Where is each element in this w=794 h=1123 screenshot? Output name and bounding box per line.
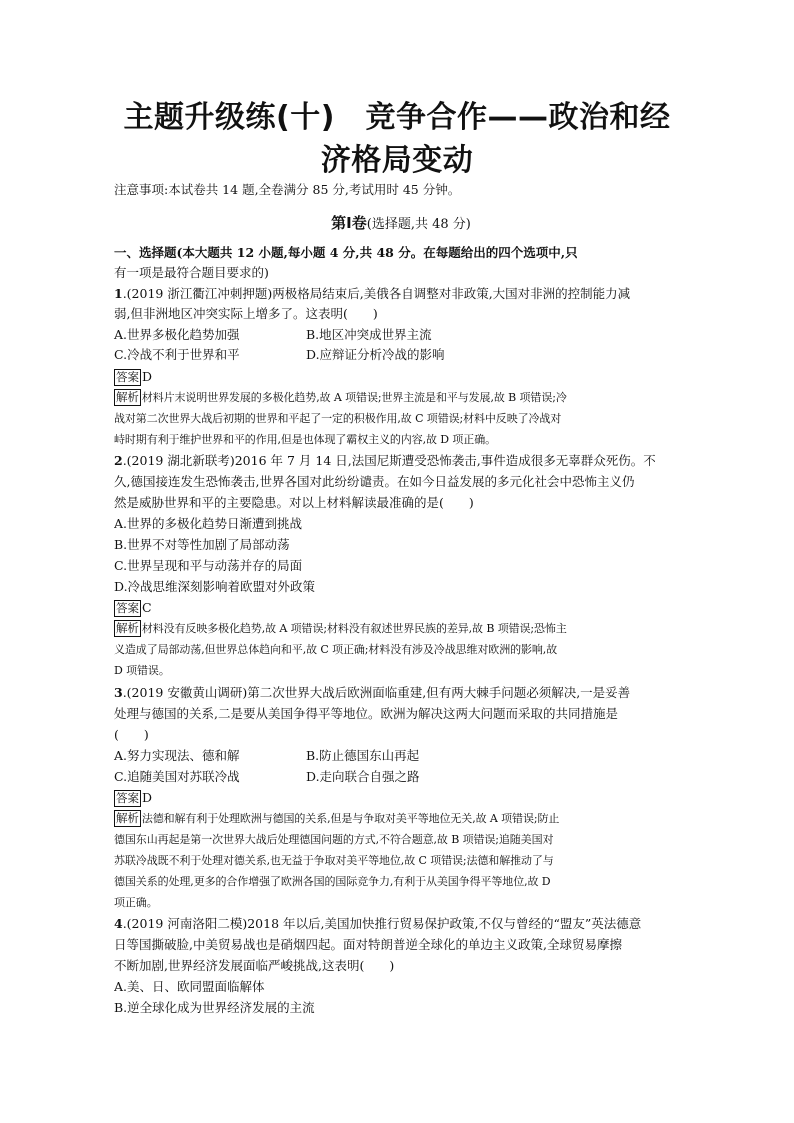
q2-answer	[114, 598, 688, 618]
q1-answer	[114, 367, 688, 387]
q4-stem-line-2: 日等国撕破脸,中美贸易战也是硝烟四起。面对特朗普逆全球化的单边主义政策,全球贸易摩擦	[114, 937, 622, 952]
q4-stem-line-1: 4.(2019 河南洛阳二模)2018 年以后,美国加快推行贸易保护政策,不仅与曾经的“盟友”英法德意	[114, 916, 642, 931]
q1-answer-value: D	[142, 369, 153, 384]
q1-analysis-line-3: 峙时期有利于维护世界和平的作用,但是也体现了霸权主义的内容,故 D 项正确。	[114, 433, 497, 446]
q3-option-a: A.努力实现法、德和解	[114, 748, 240, 763]
page-title	[100, 96, 694, 182]
analysis-label: 解析	[116, 621, 139, 635]
answer-label: 答案	[116, 791, 139, 805]
q1-option-b: B.地区冲突成世界主流	[306, 327, 432, 342]
q3-analysis-line-3: 苏联冷战既不利于处理对德关系,也无益于争取对美平等地位,故 C 项错误;法德和解推动了与	[114, 854, 554, 867]
section-heading	[114, 212, 688, 236]
q2-analysis-line-2: 义造成了局部动荡,但世界总体趋向和平,故 C 项正确;材料没有涉及冷战思维对欧洲的影响,故	[114, 643, 558, 656]
q2-analysis-line-3: D 项错误。	[114, 664, 170, 677]
section-number: 第Ⅰ卷	[331, 214, 367, 232]
q3-stem-line-2: 处理与德国的关系,二是要从美国争得平等地位。欧洲为解决这两大问题而采取的共同措施是	[114, 706, 618, 721]
q1-stem-line-1: 1.(2019 浙江衢江冲刺押题)两极格局结束后,美俄各自调整对非政策,大国对非洲的控制能力减	[114, 286, 631, 301]
q3-analysis-line-2: 德国东山再起是第一次世界大战后处理德国问题的方式,不符合题意,故 B 项错误;追随美国对	[114, 833, 554, 846]
q3-answer	[114, 788, 688, 808]
q3-option-d: D.走向联合自强之路	[306, 769, 420, 784]
notice: 注意事项:本试卷共 14 题,全卷满分 85 分,考试用时 45 分钟。	[114, 182, 461, 197]
q1-option-a: A.世界多极化趋势加强	[114, 327, 240, 342]
q2-stem-line-1: 2.(2019 湖北新联考)2016 年 7 月 14 日,法国尼斯遭受恐怖袭击,事件造成很多无辜群众死伤。不	[114, 453, 656, 468]
q4-option-b: B.逆全球化成为世界经济发展的主流	[114, 1000, 315, 1015]
q3-stem-line-3: ( )	[114, 727, 149, 742]
q1-stem-line-2: 弱,但非洲地区冲突实际上增多了。这表明( )	[114, 306, 378, 321]
q2-option-d: D.冷战思维深刻影响着欧盟对外政策	[114, 579, 316, 594]
q3-analysis-line-1: 解析 法德和解有利于处理欧洲与德国的关系,但是与争取对美平等地位无关,故 A 项错误;防止	[116, 811, 560, 825]
q3-analysis-line-4: 德国关系的处理,更多的合作增强了欧洲各国的国际竞争力,有利于从美国争得平等地位,故 D	[114, 875, 551, 888]
q1-option-d: D.应辩证分析冷战的影响	[306, 347, 445, 362]
q3-analysis-line-5: 项正确。	[114, 896, 158, 909]
q2-option-b: B.世界不对等性加剧了局部动荡	[114, 537, 290, 552]
instructions-line-2: 有一项是最符合题目要求的)	[114, 265, 269, 280]
analysis-label: 解析	[116, 811, 139, 825]
q2-option-a: A.世界的多极化趋势日渐遭到挑战	[114, 516, 303, 531]
instructions-line-1: 一、选择题(本大题共 12 小题,每小题 4 分,共 48 分。在每题给出的四个选项中,只	[114, 245, 578, 260]
title-line-2: 济格局变动	[320, 143, 474, 178]
analysis-label: 解析	[116, 390, 139, 404]
q2-stem-line-2: 久,德国接连发生恐怖袭击,世界各国对此纷纷谴责。在如今日益发展的多元化社会中恐怖主义仍	[114, 474, 635, 489]
q2-analysis-line-1: 解析 材料没有反映多极化趋势,故 A 项错误;材料没有叙述世界民族的差异,故 B 项错误;恐怖主	[116, 621, 567, 635]
q4-stem-line-3: 不断加剧,世界经济发展面临严峻挑战,这表明( )	[114, 958, 395, 973]
q2-option-c: C.世界呈现和平与动荡并存的局面	[114, 558, 303, 573]
q3-option-c: C.追随美国对苏联冷战	[114, 769, 240, 784]
q3-stem-line-1: 3.(2019 安徽黄山调研)第二次世界大战后欧洲面临重建,但有两大棘手问题必须解决,一是妥善	[114, 685, 631, 700]
answer-label: 答案	[116, 601, 139, 615]
q3-answer-value: D	[142, 790, 153, 805]
q2-stem-line-3: 然是威胁世界和平的主要隐患。对以上材料解读最准确的是( )	[114, 495, 474, 510]
q3-option-b: B.防止德国东山再起	[306, 748, 420, 763]
title-line-1: 主题升级练(十) 竞争合作——政治和经	[123, 100, 671, 135]
q2-answer-value: C	[142, 600, 152, 615]
section-subtitle: (选择题,共 48 分)	[366, 217, 471, 232]
q1-analysis-line-2: 战对第二次世界大战后初期的世界和平起了一定的积极作用,故 C 项错误;材料中反映了冷战对	[114, 412, 562, 425]
q1-analysis-line-1: 解析 材料片末说明世界发展的多极化趋势,故 A 项错误;世界主流是和平与发展,故 B 项错误;冷	[116, 390, 567, 404]
q4-option-a: A.美、日、欧同盟面临解体	[114, 979, 265, 994]
answer-label: 答案	[116, 370, 139, 384]
q1-option-c: C.冷战不利于世界和平	[114, 347, 240, 362]
